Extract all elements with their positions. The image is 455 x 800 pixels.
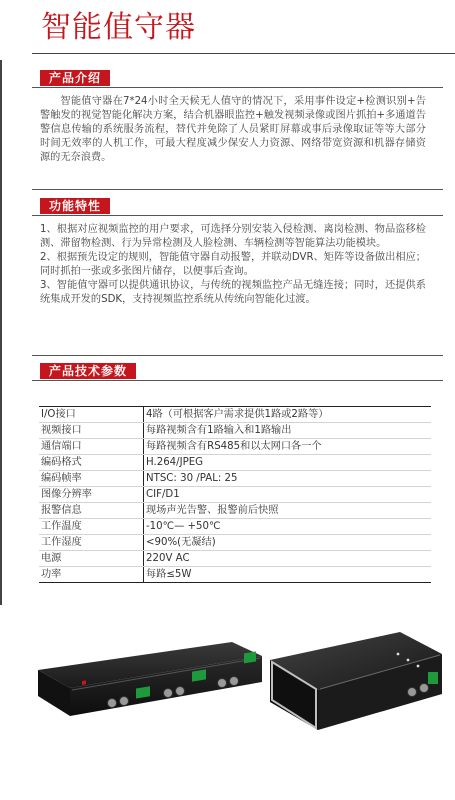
feature-item-3: 3、智能值守器可以提供通讯协议，与传统的视频监控产品无缝连接；同时，还提供系统集成开发的SDK，支持视频监控系统从传统向智能化过渡。 xyxy=(40,280,426,305)
spec-value: NTSC: 30 /PAL: 25 xyxy=(144,471,432,487)
section-heading-specs: 产品技术参数 xyxy=(40,363,136,379)
section-divider-features-end xyxy=(32,355,443,356)
section-divider-specs xyxy=(32,380,443,381)
title-divider xyxy=(32,53,455,54)
spec-key: 视频接口 xyxy=(39,423,144,439)
spec-key: 功率 xyxy=(39,567,144,583)
spec-key: 电源 xyxy=(39,551,144,567)
spec-value: <90%(无凝结) xyxy=(144,535,432,551)
spec-row xyxy=(39,567,431,583)
features-list xyxy=(40,223,426,307)
feature-item-1: 1、根据对应视频监控的用户要求，可选择分别安装入侵检测、离岗检测、物品盗移检测、滞留物检测、行为异常检测及人脸检测、车辆检测等智能算法功能模块。 xyxy=(40,224,426,249)
spec-key: 通信端口 xyxy=(39,439,144,455)
spec-key: I/O接口 xyxy=(39,407,144,423)
feature-item-2: 2、根据预先设定的规则，智能值守器自动报警，并联动DVR、矩阵等设备做出相应；同时抓拍一张或多张图片储存，以便事后查询。 xyxy=(40,252,426,277)
spec-value: CIF/D1 xyxy=(144,487,432,503)
spec-row xyxy=(39,423,431,439)
spec-key: 工作温度 xyxy=(39,519,144,535)
spec-row xyxy=(39,535,431,551)
spec-value: 每路视频含有1路输入和1路输出 xyxy=(144,423,432,439)
section-heading-intro: 产品介绍 xyxy=(40,70,110,86)
section-heading-features: 功能特性 xyxy=(40,198,110,214)
spec-value: -10℃— +50℃ xyxy=(144,519,432,535)
left-margin-rule xyxy=(0,60,2,605)
spec-key: 编码格式 xyxy=(39,455,144,471)
spec-table xyxy=(39,406,431,583)
spec-key: 工作湿度 xyxy=(39,535,144,551)
spec-value: H.264/JPEG xyxy=(144,455,432,471)
spec-key: 编码帧率 xyxy=(39,471,144,487)
section-divider-intro-end xyxy=(32,189,443,190)
spec-value: 每路≤5W xyxy=(144,567,432,583)
product-photos xyxy=(0,612,455,800)
spec-row xyxy=(39,519,431,535)
rack-unit-device xyxy=(38,642,262,716)
spec-row xyxy=(39,551,431,567)
terminal-block-icon xyxy=(428,672,438,684)
section-divider-intro xyxy=(32,87,443,88)
spec-row xyxy=(39,471,431,487)
logo-mark-icon xyxy=(82,680,86,685)
spec-row xyxy=(39,407,431,423)
page-title: 智能值守器 xyxy=(41,10,196,45)
spec-key: 图像分辨率 xyxy=(39,487,144,503)
spec-row xyxy=(39,455,431,471)
intro-paragraph xyxy=(40,95,426,165)
spec-value: 220V AC xyxy=(144,551,432,567)
spec-row xyxy=(39,439,431,455)
spec-value: 4路（可根据客户需求提供1路或2路等） xyxy=(144,407,432,423)
intro-text: 智能值守器在7*24小时全天候无人值守的情况下，采用事件设定+检测识别+告警触发的视觉智能化解决方案，结合机器眼监控+触发视频录像或图片抓拍+多通道告警信息传输的系统服务流程，替代并免除了人员紧盯屏幕或事后录像取证等等大部分时间无效率的人机工作，可最大程度减少保安人力资源、网络带宽资源和机器存储资源的无奈浪费。 xyxy=(40,96,426,163)
spec-row xyxy=(39,487,431,503)
spec-row xyxy=(39,503,431,519)
spec-key: 报警信息 xyxy=(39,503,144,519)
section-divider-features xyxy=(32,215,443,216)
desktop-unit-device xyxy=(270,632,442,730)
spec-value: 现场声光告警、报警前后快照 xyxy=(144,503,432,519)
spec-value: 每路视频含有RS485和以太网口各一个 xyxy=(144,439,432,455)
